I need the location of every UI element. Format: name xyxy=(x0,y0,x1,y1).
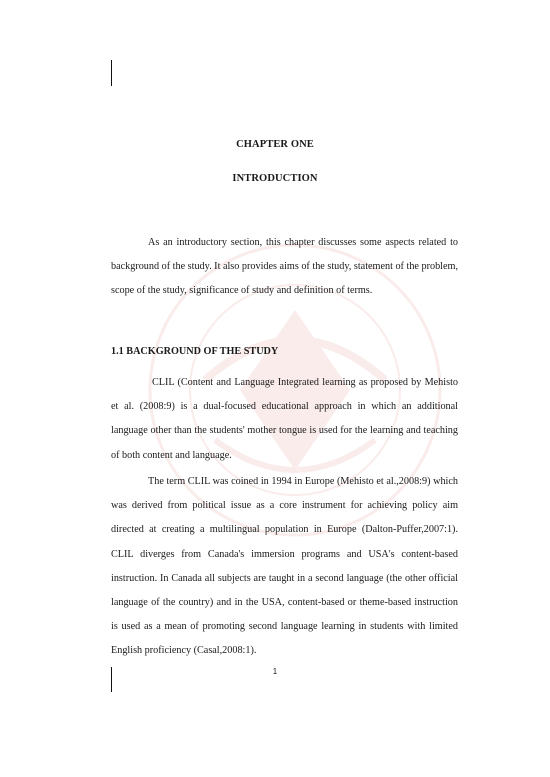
intro-paragraph: As an introductory section, this chapter discusses some aspects related to background of the study. It also provides aims of the study, statement of the problem, scope of the study, significance of study and definition of terms. xyxy=(111,237,458,297)
section-heading: 1.1 BACKGROUND OF THE STUDY xyxy=(111,346,279,357)
crop-mark-top xyxy=(111,60,112,86)
body-paragraph-1: CLIL (Content and Language Integrated learning as proposed by Mehisto et al. (2008:9) is a dual-focused educational approach in which an additional language other than the students' mother tongue is used for the learning and teaching of both content and language. xyxy=(111,377,458,461)
chapter-label: CHAPTER ONE xyxy=(236,139,314,150)
chapter-title: INTRODUCTION xyxy=(232,173,318,184)
body-paragraph-2: The term CLIL was coined in 1994 in Europe (Mehisto et al.,2008:9) which was derived from political issue as a core instrument for achieving policy aim directed at creating a multilingual population in Europe (Dalton-Puffer,2007:1). CLIL diverges from Canada's immersion programs and USA's content-based instruction. In Canada all subjects are taught in a second language (the other official language of the country) and in the USA, content-based or theme-based instruction is used as a mean of promoting second language learning in students with limited English proficiency (Casal,2008:1). xyxy=(111,476,458,657)
page-number: 1 xyxy=(272,667,278,676)
